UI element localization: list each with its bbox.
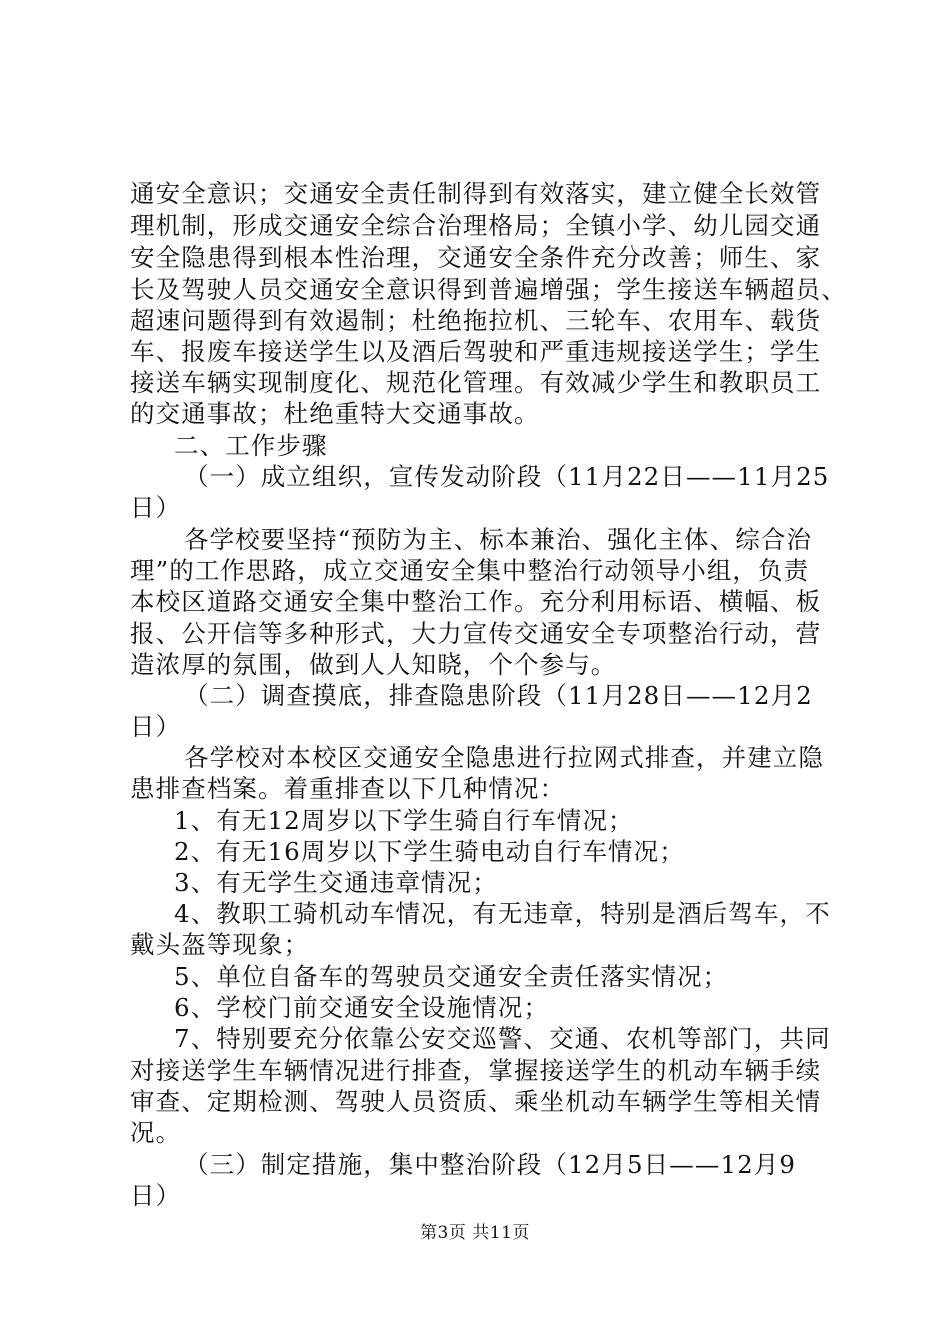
paragraph-line: 本校区道路交通安全集中整治工作。充分利用标语、横幅、板 xyxy=(130,587,822,616)
paragraph-line: 的交通事故；杜绝重特大交通事故。 xyxy=(130,399,540,428)
paragraph-line: 5、单位自备车的驾驶员交通安全责任落实情况； xyxy=(174,962,729,991)
paragraph-line: 报、公开信等多种形式，大力宣传交通安全专项整治行动，营 xyxy=(130,619,822,648)
page-footer: 第3页 共11页 xyxy=(420,1223,530,1243)
paragraph-line: （三）制定措施，集中整治阶段（12月5日——12月9 xyxy=(184,1150,797,1179)
paragraph-line: 二、工作步骤 xyxy=(174,431,328,460)
paragraph-line: 超速问题得到有效遏制；杜绝拖拉机、三轮车、农用车、载货 xyxy=(130,306,822,335)
paragraph-line: 各学校要坚持“预防为主、标本兼治、强化主体、综合治 xyxy=(184,525,813,554)
paragraph-line: 日） xyxy=(130,1181,182,1210)
paragraph-line: 日） xyxy=(130,493,182,522)
paragraph-line: 理”的工作思路，成立交通安全集中整治行动领导小组，负责 xyxy=(130,556,810,585)
paragraph-line: 对接送学生车辆情况进行排查，掌握接送学生的机动车辆手续 xyxy=(130,1056,822,1085)
paragraph-line: 长及驾驶人员交通安全意识得到普遍增强；学生接送车辆超员、 xyxy=(130,275,847,304)
paragraph-line: 6、学校门前交通安全设施情况； xyxy=(174,993,550,1022)
paragraph-line: 接送车辆实现制度化、规范化管理。有效减少学生和教职员工 xyxy=(130,368,822,397)
paragraph-line: 审查、定期检测、驾驶人员资质、乘坐机动车辆学生等相关情 xyxy=(130,1087,822,1116)
paragraph-line: 造浓厚的氛围，做到人人知晓，个个参与。 xyxy=(130,650,617,679)
paragraph-line: 车、报废车接送学生以及酒后驾驶和严重违规接送学生；学生 xyxy=(130,337,822,366)
paragraph-line: 患排查档案。着重排查以下几种情况： xyxy=(130,774,566,803)
paragraph-line: 4、教职工骑机动车情况，有无违章，特别是酒后驾车，不 xyxy=(174,899,831,928)
paragraph-line: 各学校对本校区交通安全隐患进行拉网式排查，并建立隐 xyxy=(184,743,824,772)
paragraph-line: （一）成立组织，宣传发动阶段（11月22日——11月25 xyxy=(184,462,830,491)
paragraph-line: 7、特别要充分依靠公安交巡警、交通、农机等部门，共同 xyxy=(174,1024,831,1053)
paragraph-line: （二）调查摸底，排查隐患阶段（11月28日——12月2 xyxy=(184,681,813,710)
paragraph-line: 安全隐患得到根本性治理，交通安全条件充分改善；师生、家 xyxy=(130,243,822,272)
paragraph-line: 理机制，形成交通安全综合治理格局；全镇小学、幼儿园交通 xyxy=(130,211,822,240)
paragraph-line: 1、有无12周岁以下学生骑自行车情况； xyxy=(174,806,634,835)
paragraph-line: 通安全意识；交通安全责任制得到有效落实，建立健全长效管 xyxy=(130,179,822,208)
paragraph-line: 3、有无学生交通违章情况； xyxy=(174,868,498,897)
paragraph-line: 日） xyxy=(130,712,182,741)
paragraph-line: 况。 xyxy=(130,1118,182,1147)
paragraph-line: 2、有无16周岁以下学生骑电动自行车情况； xyxy=(174,837,685,866)
paragraph-line: 戴头盔等现象； xyxy=(130,930,310,959)
